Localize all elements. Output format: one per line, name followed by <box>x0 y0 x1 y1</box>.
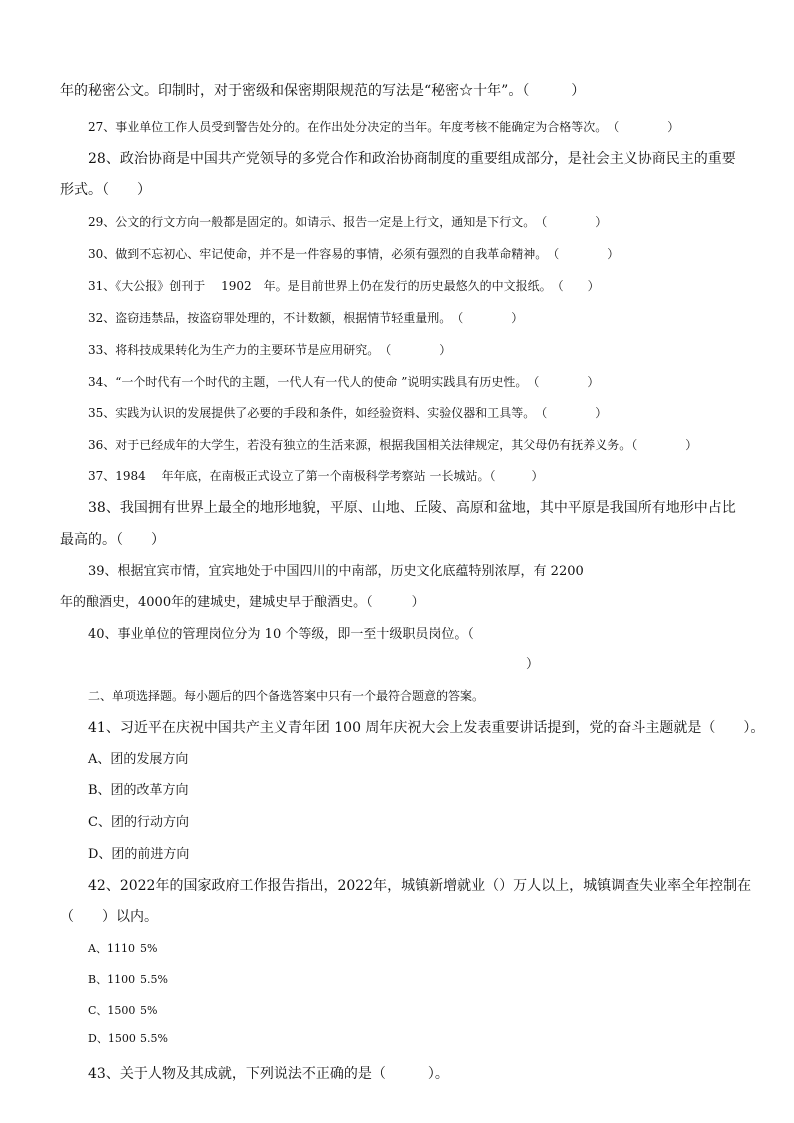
question-38-line2: 最高的。（ ） <box>60 532 165 548</box>
question-32: 32、盗窃违禁品，按盗窃罪处理的，不计数额，根据情节轻重量刑。 （ ） <box>88 311 524 325</box>
question-39-line2: 年的酿酒史，4000年的建城史，建城史早于酿酒史。（ ） <box>60 595 425 610</box>
question-31: 31、《大公报》创刊于 1902 年。是目前世界上仍在发行的历史最悠久的中文报纸。 （ ） <box>88 279 600 293</box>
option-label: D、1500 <box>88 1032 136 1045</box>
question-41-option-c: C、团的行动方向 <box>88 815 189 830</box>
question-42-option-b <box>88 970 768 990</box>
question-42-option-c <box>88 1001 768 1021</box>
question-34: 34、“一个时代有一个时代的主题，一代人有一代人的使命 ”说明实践具有历史性。 （ ） <box>88 375 600 389</box>
question-41: 41、习近平在庆祝中国共产主义青年团 100 周年庆祝大会上发表重要讲话提到，党的奋斗主题就是（ ）。 <box>88 720 765 736</box>
question-42-option-a <box>88 939 768 959</box>
question-27: 27、事业单位工作人员受到警告处分的。在作出处分决定的当年。年度考核不能确定为合格等次。 （ ） <box>88 120 680 134</box>
question-42-option-d <box>88 1029 768 1049</box>
option-label: C、1500 <box>88 1004 136 1017</box>
question-35: 35、实践为认识的发展提供了必要的手段和条件，如经验资料、实验仪器和工具等。 （ ） <box>88 406 608 420</box>
question-38-line1: 38、我国拥有世界上最全的地形地貌，平原、山地、丘陵、高原和盆地，其中平原是我国所有地形中占比 <box>88 500 736 516</box>
option-value: 5.5% <box>140 973 168 986</box>
question-42-line2: （ ）以内。 <box>60 909 158 925</box>
question-37: 37、1984 年年底，在南极正式设立了第一个南极科学考察站 一长城站。（ ） <box>88 469 544 483</box>
question-41-option-a: A、团的发展方向 <box>88 752 189 767</box>
question-42-line1: 42、2022年的国家政府工作报告指出，2022年，城镇新增就业（）万人以上，城镇调查失业率全年控制在 <box>88 878 752 894</box>
question-28-line2: 形式。（ ） <box>60 182 151 198</box>
question-41-option-b: B、团的改革方向 <box>88 783 189 798</box>
question-41-option-d: D、团的前进方向 <box>88 847 190 862</box>
question-40-line1: 40、事业单位的管理岗位分为 10 个等级，即一至十级职员岗位。（ <box>88 627 474 642</box>
question-28-line1: 28、政治协商是中国共产党领导的多党合作和政治协商制度的重要组成部分，是社会主义协商民主的重要 <box>88 151 736 167</box>
option-value: 5% <box>140 1004 158 1017</box>
option-value: 5.5% <box>140 1032 168 1045</box>
question-39-line1: 39、根据宜宾市情，宜宾地处于中国四川的中南部，历史文化底蕴特别浓厚，有 2200 <box>88 564 584 579</box>
question-30: 30、做到不忘初心、牢记使命，并不是一件容易的事情，必须有强烈的自我革命精神。 （ ） <box>88 247 620 261</box>
option-label: A、1110 <box>88 942 135 955</box>
question-36: 36、对于已经成年的大学生，若没有独立的生活来源，根据我国相关法律规定，其父母仍有抚养义务。（ ） <box>88 438 698 452</box>
question-29: 29、公文的行文方向一般都是固定的。如请示、报告一定是上行文，通知是下行文。 （ ） <box>88 215 608 229</box>
option-label: B、1100 <box>88 973 136 986</box>
section-2-heading: 二、单项选择题。每小题后的四个备选答案中只有一个最符合题意的答案。 <box>88 689 485 703</box>
question-33: 33、将科技成果转化为生产力的主要环节是应用研究。 （ ） <box>88 343 452 357</box>
continued-question-26: 年的秘密公文。印制时，对于密级和保密期限规范的写法是“秘密☆十年”。（ ） <box>60 83 586 99</box>
question-40-line2: ） <box>526 657 540 672</box>
question-43: 43、关于人物及其成就，下列说法不正确的是（ ）。 <box>88 1066 449 1082</box>
option-value: 5% <box>140 942 158 955</box>
